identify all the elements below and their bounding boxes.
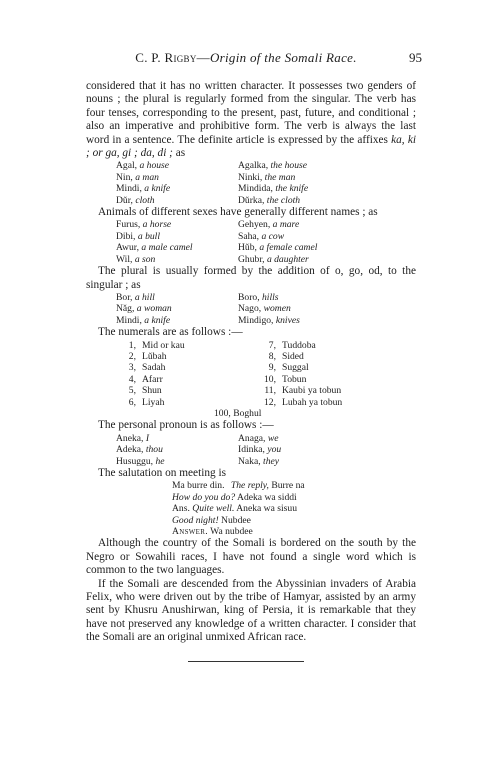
numeral-row: 6, Liyah <box>128 396 165 408</box>
example-left: Awur, a male camel <box>116 242 193 254</box>
grammar-text-a: considered that it has no written character. It possesses two genders of nouns ; the plural is regularly formed from the singular. The verb has four tenses, corresponding to the present, past, future, and conditional ; also an imperative and prohibitive form. The verb is always the last word in a sentence. The definite article is expressed by the affixes <box>86 80 416 146</box>
page-body <box>86 80 416 645</box>
example-right: Agalka, the house <box>238 160 308 172</box>
example-left: Nin, a man <box>116 171 159 183</box>
article-examples <box>116 160 416 206</box>
paragraph-salutation: The salutation on meeting is <box>98 467 227 479</box>
example-right: Idinka, you <box>238 444 282 456</box>
page-number: 95 <box>409 50 422 65</box>
numeral-row: 2, Lŭbah <box>128 350 167 362</box>
example-right: Naka, they <box>238 455 280 467</box>
numeral-row: 12, Lubah ya tobun <box>264 396 343 408</box>
example-left: Mindi, a knife <box>116 314 171 326</box>
example-right: Ghubr, a daughter <box>238 253 309 265</box>
numerals-table <box>118 340 416 408</box>
numeral-hundred: 100, Boghul <box>214 407 262 419</box>
example-left: Aneka, I <box>116 432 150 444</box>
animal-examples <box>116 219 416 265</box>
numerals-right-column <box>258 340 398 408</box>
paragraph-animals: Animals of different sexes have generally different names ; as <box>98 206 378 219</box>
example-right: Saha, a cow <box>238 230 285 242</box>
example-left: Mindi, a knife <box>116 183 171 195</box>
paragraph-pronoun: The personal pronoun is as follows :— <box>98 419 274 432</box>
paragraph-origin: If the Somali are descended from the Abyssinian invaders of Arabia Felix, who were driven out by the tribe of Hamyar, assisted by an army sent by Khusru Anushirwan, king of Persia, it is remarkable that they have not preserved any knowledge of a written character. I consider that the Somali are an original unmixed African race. <box>86 577 416 644</box>
numeral-row: 1, Mid or kau <box>128 339 185 351</box>
paragraph-plural: The plural is usually formed by the addition of o, go, od, to the singular ; as <box>86 265 416 291</box>
closing-rule <box>188 661 304 662</box>
example-right: Nago, women <box>238 303 291 315</box>
example-left: Bor, a hill <box>116 291 155 303</box>
paragraph-grammar <box>86 80 416 160</box>
numeral-row: 10, Tobun <box>264 373 307 385</box>
salutation-line: Answer. Wa nubdee <box>172 526 253 538</box>
numeral-row: 9, Suggal <box>268 362 309 374</box>
example-right: Mindida, the knife <box>238 183 309 195</box>
header-dash: — <box>196 50 210 65</box>
plural-examples <box>116 292 416 326</box>
example-right: Mindigo, knives <box>238 314 300 326</box>
example-left: Husuggu, he <box>116 455 165 467</box>
example-right: Hŭb, a female camel <box>238 242 318 254</box>
header-title: Origin of the Somali Race. <box>209 50 357 65</box>
numeral-row: 7, Tuddoba <box>268 339 316 351</box>
example-left: Năg, a woman <box>116 303 172 315</box>
example-right: Anaga, we <box>238 432 279 444</box>
example-right: Ninki, the man <box>238 171 296 183</box>
page-header <box>0 50 492 68</box>
numeral-row: 8, Sided <box>268 350 304 362</box>
numeral-row: 11, Kaubi ya tobun <box>264 385 342 397</box>
example-right: Gehyen, a mare <box>238 219 300 231</box>
example-left: Agal, a house <box>116 160 170 172</box>
salutation-block <box>172 480 416 537</box>
example-left: Dibi, a bull <box>116 230 160 242</box>
numeral-row: 5, Shun <box>128 385 162 397</box>
salutation-line: Ma burre din. The reply, Burre na <box>172 480 305 492</box>
salutation-line: How do you do? Adeka wa siddi <box>172 491 297 503</box>
paragraph-negro: Although the country of the Somali is bordered on the south by the Negro or Sowahili races, I have not found a single word which is common to the two languages. <box>86 537 416 577</box>
example-right: Dŭrka, the cloth <box>238 194 301 206</box>
salutation-line: Good night! Nubdee <box>172 514 251 526</box>
numerals-left-column <box>118 340 258 408</box>
example-left: Wil, a son <box>116 253 156 265</box>
grammar-text-b: as <box>172 147 186 160</box>
numeral-row: 3, Sadah <box>128 362 166 374</box>
example-left: Dŭr, cloth <box>116 194 155 206</box>
salutation-line: Ans. Quite well. Aneka wa sisuu <box>172 503 297 515</box>
example-left: Furus, a horse <box>116 219 172 231</box>
header-author: C. P. Rigby <box>135 50 197 65</box>
example-left: Adeka, thou <box>116 444 163 456</box>
numeral-row: 4, Afarr <box>128 373 163 385</box>
example-right: Boro, hills <box>238 291 279 303</box>
grammar-affixes: ka, ki ; or ga, gi ; da, di ; <box>86 133 416 160</box>
paragraph-numerals: The numerals are as follows :— <box>98 326 243 339</box>
pronoun-examples <box>116 433 416 467</box>
